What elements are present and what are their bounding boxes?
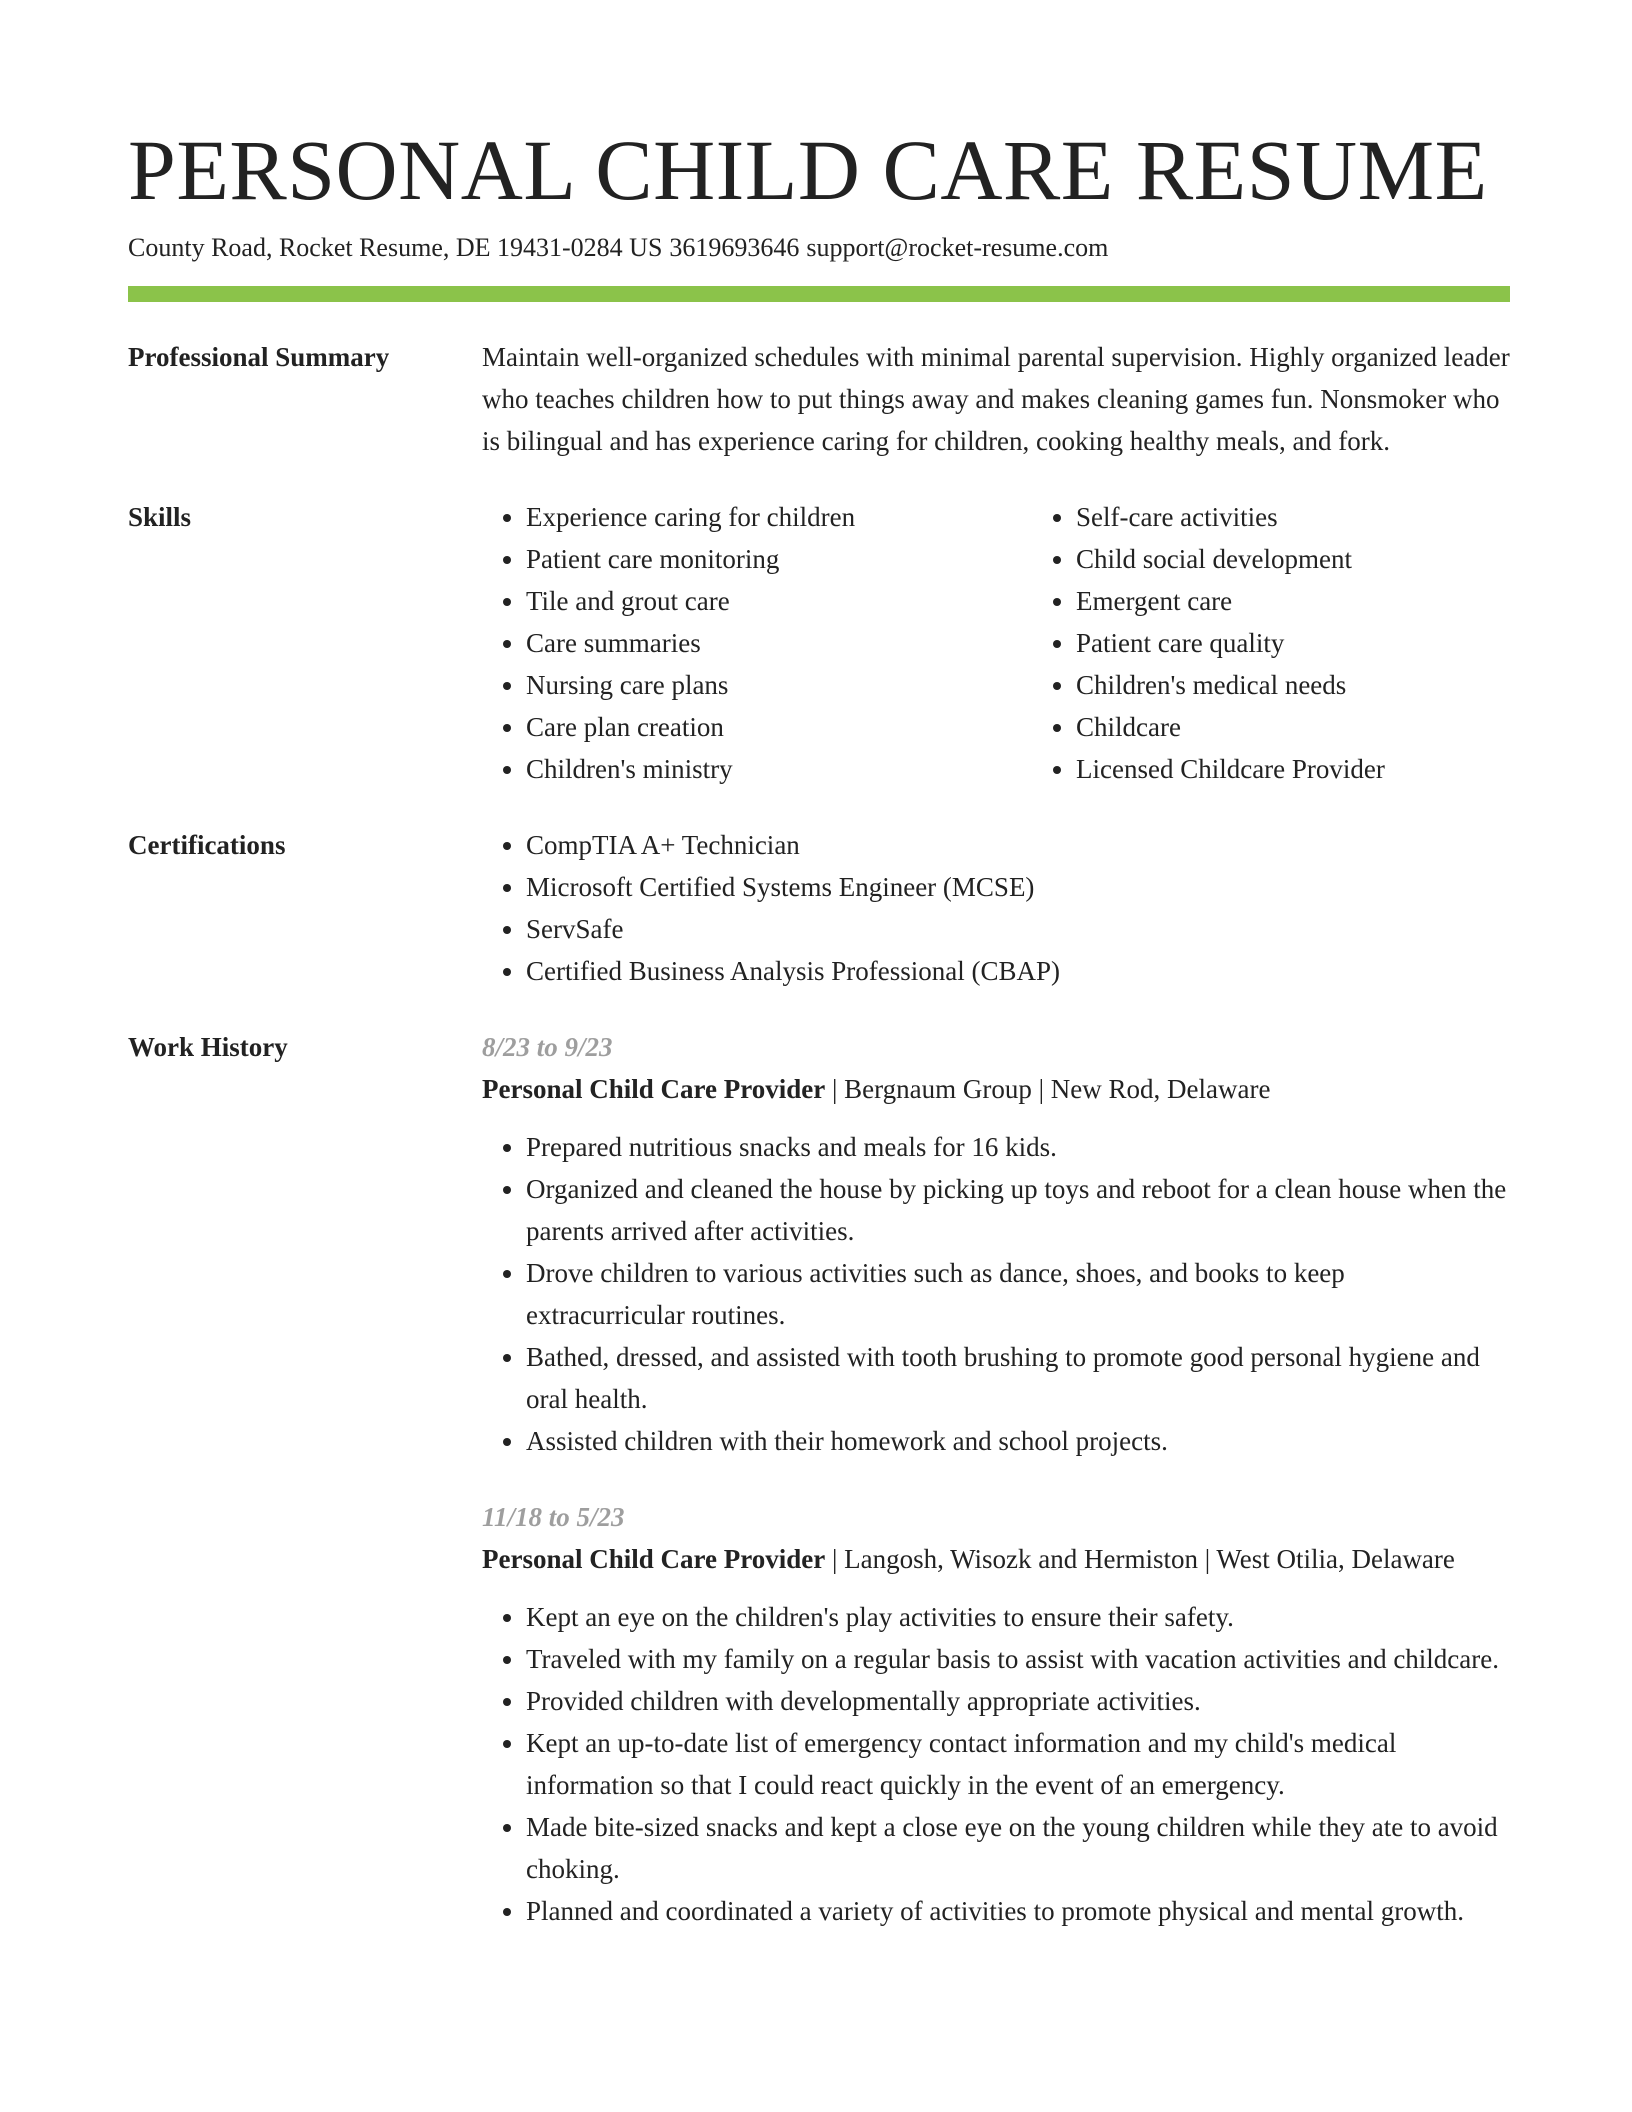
- job-duty: • Prepared nutritious snacks and meals for 16 kids.: [526, 1126, 1510, 1168]
- skill-item: • Childcare: [1076, 706, 1582, 748]
- skill-item: • Licensed Childcare Provider: [1076, 748, 1582, 790]
- job-duty: • Assisted children with their homework and school projects.: [526, 1420, 1510, 1462]
- job-duty: • Traveled with my family on a regular basis to assist with vacation activities and childcare.: [526, 1638, 1510, 1680]
- skill-item: • Self-care activities: [1076, 496, 1582, 538]
- summary-section: [128, 336, 1510, 462]
- job-title-line: [482, 1068, 1510, 1110]
- contact-line: [128, 230, 1510, 266]
- job-duty: • Bathed, dressed, and assisted with tooth brushing to promote good personal hygiene and oral health.: [526, 1336, 1510, 1420]
- job-role: Personal Child Care Provider: [482, 1074, 826, 1104]
- summary-label: Professional Summary: [128, 342, 390, 372]
- job-duties: [482, 1126, 1510, 1462]
- job-dates: 8/23 to 9/23: [482, 1032, 613, 1062]
- job-duty: • Drove children to various activities such as dance, shoes, and books to keep extracurricular routines.: [526, 1252, 1510, 1336]
- work-history-section: [128, 1026, 1510, 1966]
- contact-phone: 3619693646: [669, 233, 800, 262]
- job-duty: • Provided children with developmentally appropriate activities.: [526, 1680, 1510, 1722]
- job-details: | Bergnaum Group | New Rod, Delaware: [825, 1074, 1271, 1104]
- skill-item: • Patient care monitoring: [526, 538, 1032, 580]
- certification-item: • Microsoft Certified Systems Engineer (MCSE): [526, 866, 1510, 908]
- job-duty: • Organized and cleaned the house by picking up toys and reboot for a clean house when the parents arrived after activities.: [526, 1168, 1510, 1252]
- summary-body: [482, 336, 1510, 462]
- skill-item: • Patient care quality: [1076, 622, 1582, 664]
- skill-item: • Care summaries: [526, 622, 1032, 664]
- certifications-body: [482, 824, 1510, 992]
- job-role: Personal Child Care Provider: [482, 1544, 826, 1574]
- job-dates: 11/18 to 5/23: [482, 1502, 625, 1532]
- skills-list-left: [482, 496, 1032, 790]
- skill-item: • Experience caring for children: [526, 496, 1032, 538]
- job-duty: • Made bite-sized snacks and kept a close eye on the young children while they ate to avoid choking.: [526, 1806, 1510, 1890]
- skill-item: • Children's ministry: [526, 748, 1032, 790]
- certification-item: • CompTIA A+ Technician: [526, 824, 1510, 866]
- resume-page: [128, 120, 1510, 1966]
- job-duty: • Kept an up-to-date list of emergency contact information and my child's medical information so that I could react quickly in the event of an emergency.: [526, 1722, 1510, 1806]
- job-entry: [482, 1496, 1510, 1932]
- job-duties: [482, 1596, 1510, 1932]
- skill-item: • Child social development: [1076, 538, 1582, 580]
- certifications-section: [128, 824, 1510, 992]
- certifications-list: [482, 824, 1510, 992]
- summary-text: Maintain well-organized schedules with minimal parental supervision. Highly organized leader who teaches children how to put things away and makes cleaning games fun. Nonsmoker who is bilingual and has experience caring for children, cooking healthy meals, and fork.: [482, 342, 1510, 456]
- skill-item: • Children's medical needs: [1076, 664, 1582, 706]
- job-duty: • Planned and coordinated a variety of activities to promote physical and mental growth.: [526, 1890, 1510, 1932]
- contact-email: support@rocket-resume.com: [806, 233, 1109, 262]
- skill-item: • Nursing care plans: [526, 664, 1032, 706]
- skills-body: [482, 496, 1582, 790]
- job-duty: • Kept an eye on the children's play activities to ensure their safety.: [526, 1596, 1510, 1638]
- resume-title: PERSONAL CHILD CARE RESUME: [128, 122, 1488, 218]
- certification-item: • Certified Business Analysis Professional (CBAP): [526, 950, 1510, 992]
- skills-list-right: [1032, 496, 1582, 790]
- certifications-label: Certifications: [128, 830, 286, 860]
- contact-address: County Road, Rocket Resume, DE 19431-0284 US: [128, 233, 663, 262]
- job-details: | Langosh, Wisozk and Hermiston | West Otilia, Delaware: [825, 1544, 1455, 1574]
- skill-item: • Care plan creation: [526, 706, 1032, 748]
- header-divider: [128, 286, 1510, 302]
- skill-item: • Tile and grout care: [526, 580, 1032, 622]
- certification-item: • ServSafe: [526, 908, 1510, 950]
- skills-section: [128, 496, 1510, 790]
- skills-label: Skills: [128, 502, 192, 532]
- work-history-body: [482, 1026, 1510, 1966]
- work-history-label: Work History: [128, 1032, 288, 1062]
- job-entry: [482, 1026, 1510, 1462]
- skill-item: • Emergent care: [1076, 580, 1582, 622]
- job-title-line: [482, 1538, 1510, 1580]
